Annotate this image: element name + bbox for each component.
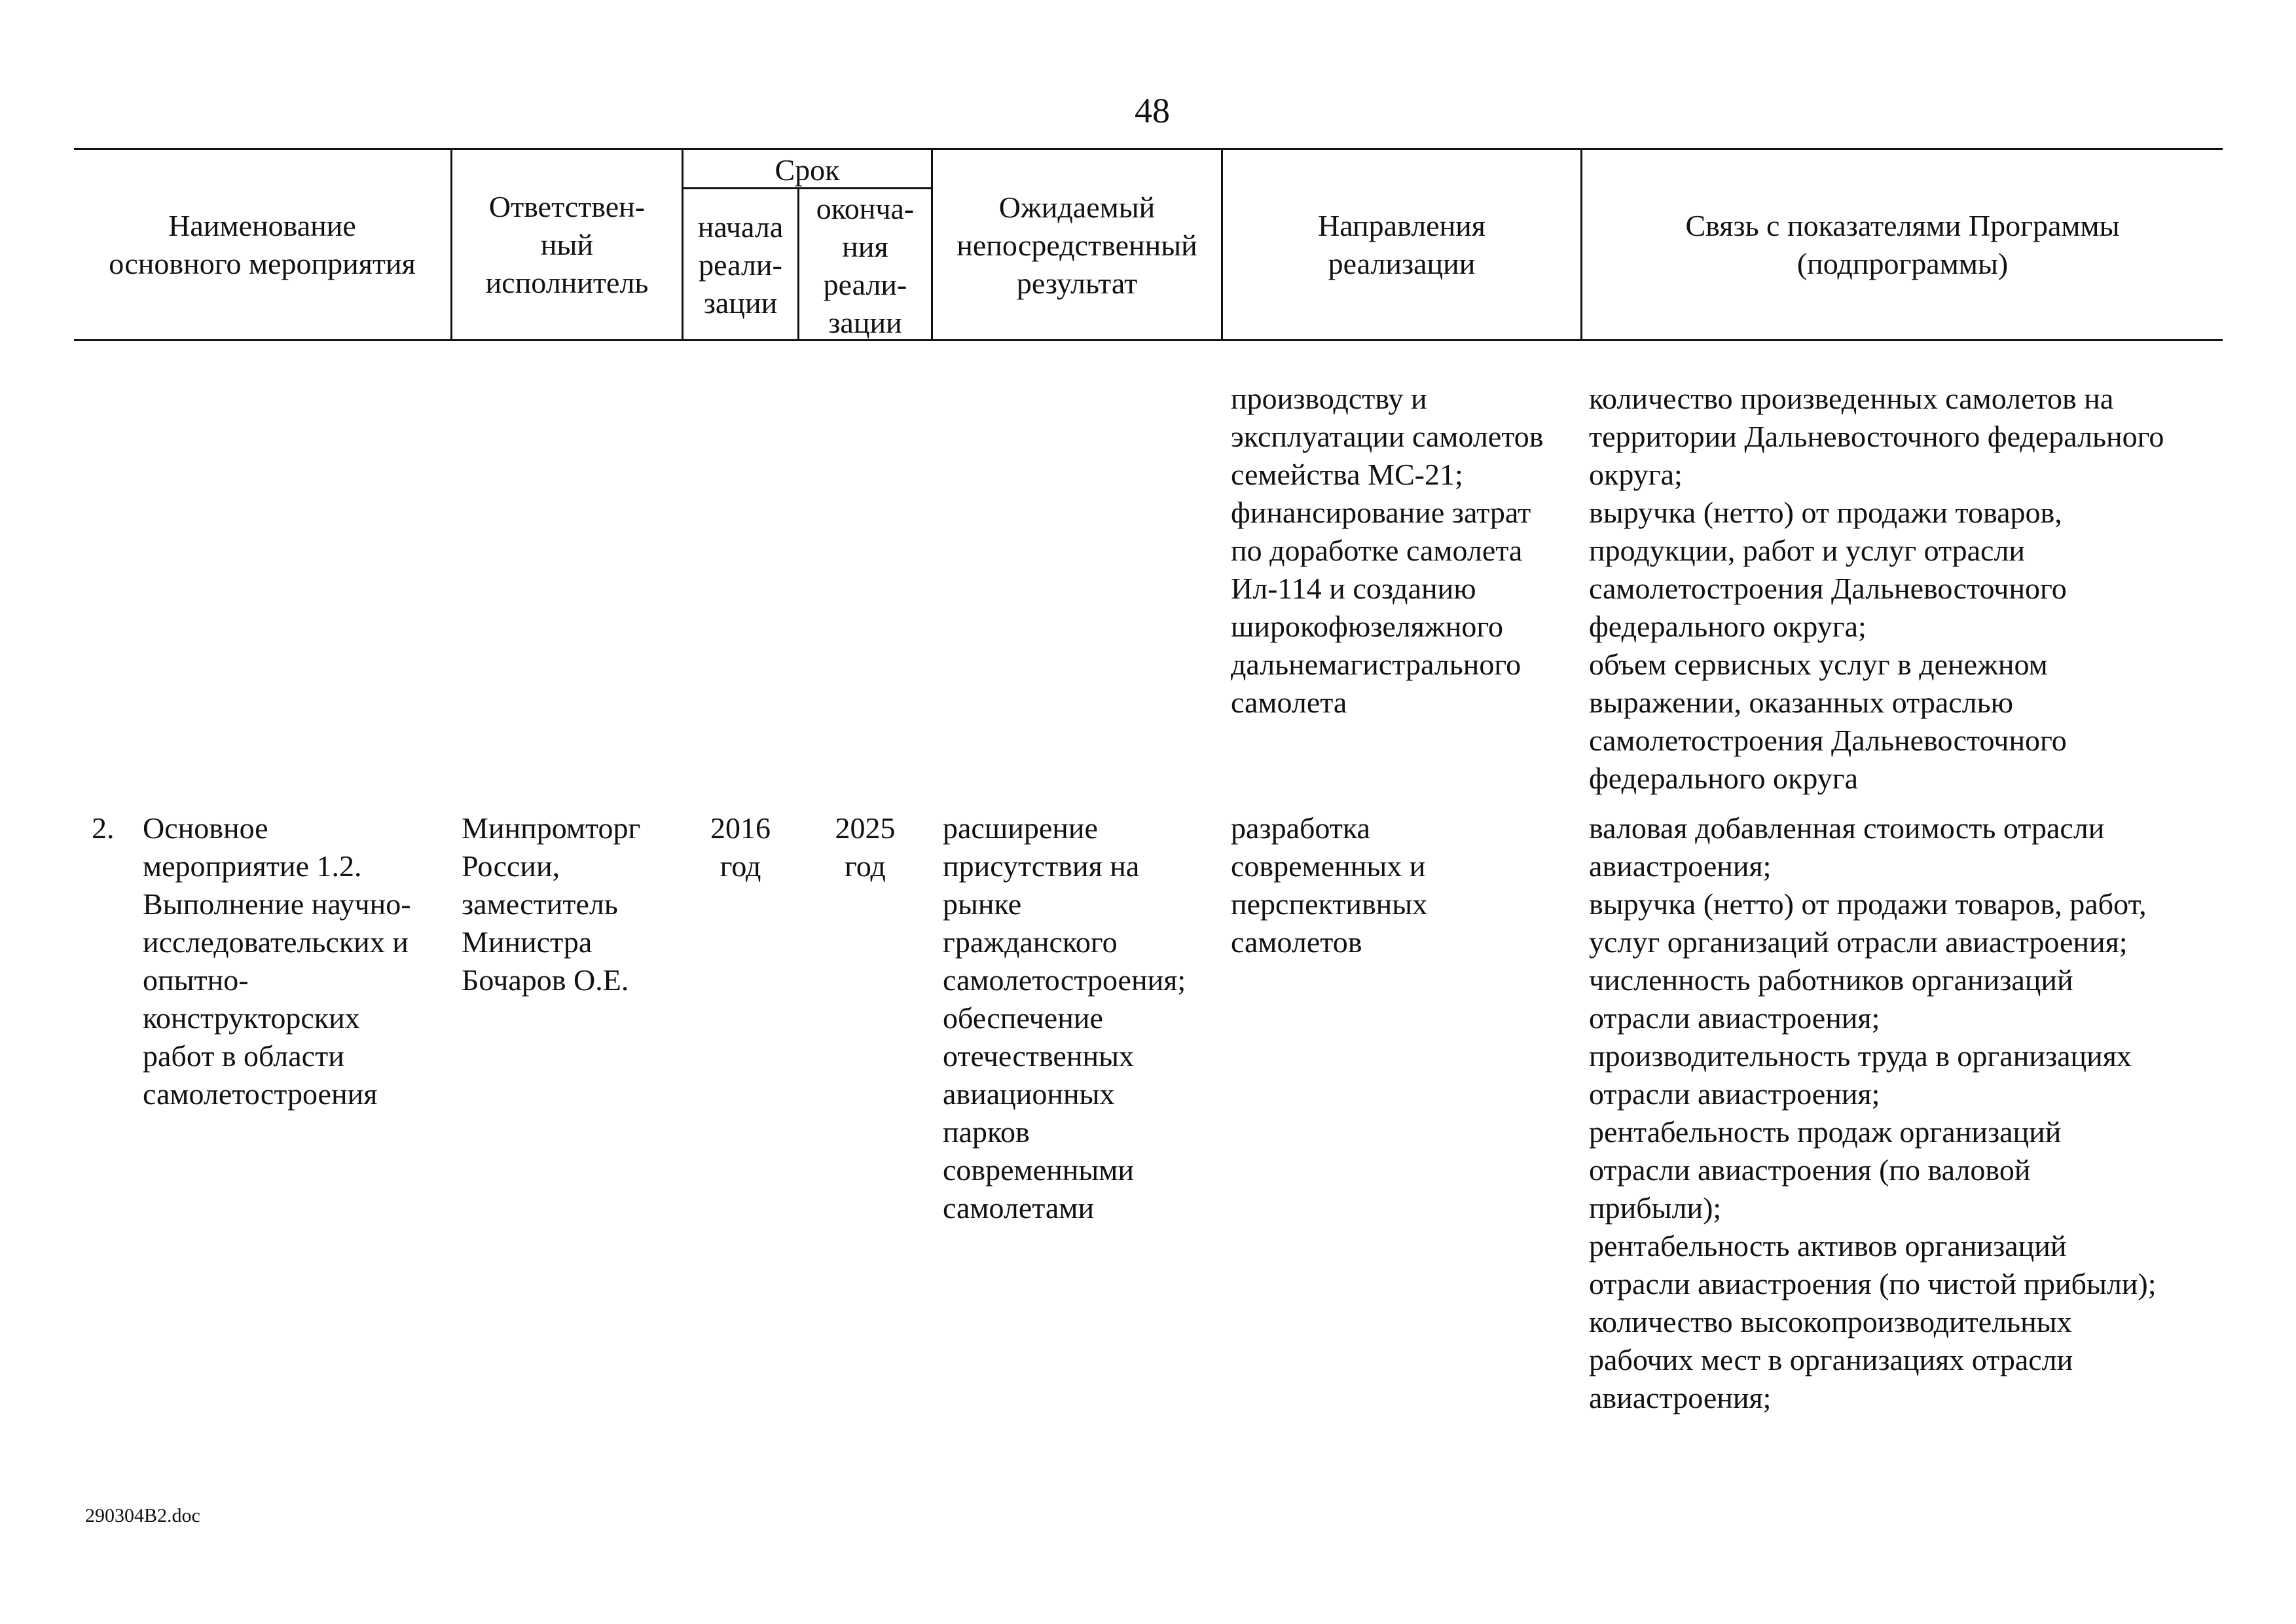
header-directions: Направления реализации (1318, 209, 1485, 280)
page-number: 48 (1135, 91, 1170, 130)
term-start: 2016 год (710, 811, 771, 883)
continuation-indicators: количество произведенных самолетов на территории Дальневосточного федерального округа; выручка (нетто) от продажи товаров, продукции, работ и услуг отрасли самолетостроения Дальневосточного федерального округа; объем сервисных услуг в денежном выражении, оказанных отраслью самолетостроения Дальневосточного федерального округа (1589, 382, 2164, 795)
header-name-of-measure: Наименование основного мероприятия (109, 209, 416, 280)
document-id: 290304B2.doc (85, 1505, 200, 1526)
implementation-directions: разработка современных и перспективных самолетов (1231, 811, 1428, 959)
program-indicators: валовая добавленная стоимость отрасли авиастроения; выручка (нетто) от продажи товаров, работ, услуг организаций отрасли авиастроения; численность работников организаций отрасли авиастроения; производительность труда в организациях отрасли авиастроения; рентабельность продаж организаций отрасли авиастроения (по валовой прибыли); рентабельность активов организаций отрасли авиастроения (по чистой прибыли); количество высокопроизводительных рабочих мест в организациях отрасли авиастроения; (1589, 811, 2157, 1414)
header-responsible: Ответствен- ный исполнитель (485, 190, 649, 299)
header-term-start: начала реали- зации (697, 210, 784, 320)
term-end: 2025 год (835, 811, 896, 883)
measure-name: Основное мероприятие 1.2. Выполнение научно- исследовательских и опытно- конструкторских работ в области самолетостроения (143, 811, 411, 1111)
responsible-executor: Минпромторг России, заместитель Министра Бочаров О.Е. (462, 811, 641, 997)
header-expected-result: Ожидаемый непосредственный результат (957, 191, 1197, 300)
continuation-directions: производству и эксплуатации самолетов семейства МС-21; финансирование затрат по доработке самолета Ил-114 и созданию широкофюзеляжного дальнемагистрального самолета (1231, 382, 1544, 719)
row-number: 2. (92, 811, 115, 845)
header-term-end: оконча- ния реали- зации (816, 192, 915, 339)
header-indicators: Связь с показателями Программы (подпрограммы) (1685, 209, 2120, 280)
expected-result: расширение присутствия на рынке гражданского самолетостроения; обеспечение отечественных авиационных парков современными самолетами (943, 811, 1186, 1225)
header-bottom-rule (74, 339, 2223, 341)
header-term: Срок (774, 153, 840, 187)
header-top-rule (74, 148, 2223, 150)
